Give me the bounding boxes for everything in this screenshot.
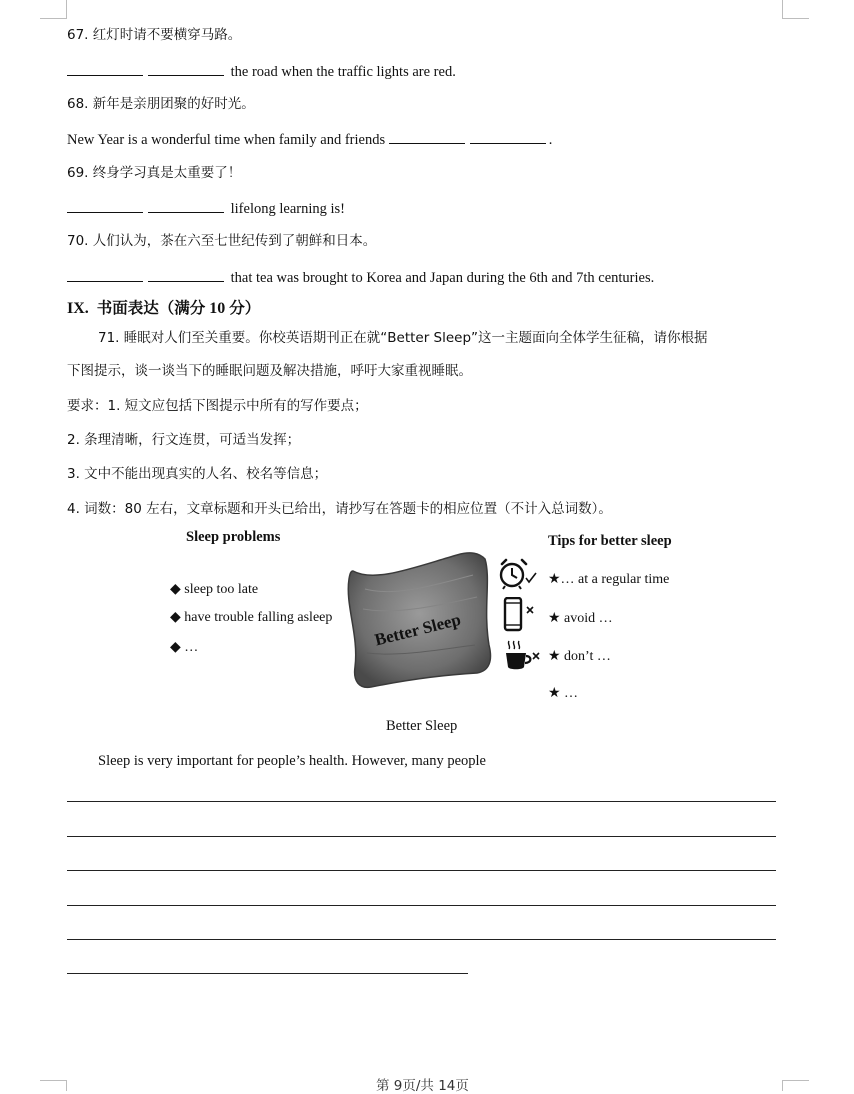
prompt-line-2: 下图提示，谈一谈当下的睡眠问题及解决措施，呼吁大家重视睡眠。 — [67, 363, 472, 379]
sleep-problems-title: Sleep problems — [186, 529, 281, 545]
tips-title: Tips for better sleep — [548, 533, 672, 549]
section-title-end: 分） — [229, 299, 261, 317]
page-corner-mark — [40, 1080, 67, 1091]
page-corner-mark — [782, 0, 809, 19]
answer-blank[interactable] — [148, 61, 224, 76]
answer-blank[interactable] — [67, 198, 143, 213]
answer-blank[interactable] — [67, 267, 143, 282]
phone-icon — [502, 597, 538, 633]
coffee-cup-icon — [504, 639, 546, 673]
writing-line[interactable] — [67, 801, 776, 802]
question-68-sentence-end: . — [548, 132, 553, 148]
question-70-english — [67, 267, 654, 288]
answer-blank[interactable] — [389, 129, 465, 144]
question-68-english — [67, 129, 552, 150]
prompt-line-1: 71. 睡眠对人们至关重要。你校英语期刊正在就“Better Sleep”这一主题面向全体学生征稿，请你根据 — [98, 330, 708, 346]
question-67-english — [67, 61, 456, 82]
answer-blank[interactable] — [67, 61, 143, 76]
question-70-sentence: that tea was brought to Korea and Japan during the 6th and 7th centuries. — [227, 270, 655, 286]
answer-blank[interactable] — [470, 129, 546, 144]
problem-item: ◆ … — [170, 640, 199, 655]
section-title: 书面表达（满分 — [96, 299, 206, 317]
question-69-english — [67, 198, 345, 219]
question-68-chinese: 68. 新年是亲朋团聚的好时光。 — [67, 96, 255, 112]
question-68-sentence-start: New Year is a wonderful time when family and friends — [67, 132, 389, 148]
page-footer: 第 9页/共 14页 — [376, 1078, 469, 1094]
writing-line[interactable] — [67, 836, 776, 837]
problem-item: ◆ have trouble falling asleep — [170, 610, 333, 625]
requirement-2: 2. 条理清晰，行文连贯，可适当发挥； — [67, 432, 301, 448]
section-score: 10 — [209, 300, 226, 317]
alarm-clock-icon — [496, 557, 538, 591]
section-heading — [67, 296, 260, 318]
requirement-4: 4. 词数：80 左右，文章标题和开头已给出，请抄写在答题卡的相应位置（不计入总词数）。 — [67, 501, 612, 517]
answer-blank[interactable] — [148, 267, 224, 282]
tip-item: ★ … — [548, 686, 579, 701]
pillow-illustration — [345, 549, 495, 689]
tip-item: ★ don’t … — [548, 649, 611, 664]
question-69-chinese: 69. 终身学习真是太重要了！ — [67, 165, 242, 181]
writing-line[interactable] — [67, 905, 776, 906]
page-corner-mark — [40, 0, 67, 19]
section-roman-numeral: IX. — [67, 300, 89, 317]
question-70-chinese: 70. 人们认为，茶在六至七世纪传到了朝鲜和日本。 — [67, 233, 377, 249]
writing-line[interactable] — [67, 870, 776, 871]
writing-line[interactable] — [67, 939, 776, 940]
essay-title: Better Sleep — [386, 718, 458, 734]
writing-line[interactable] — [67, 973, 468, 974]
tip-item: ★ avoid … — [548, 611, 613, 626]
page-corner-mark — [782, 1080, 809, 1091]
pillow-text: Better Sleep — [372, 609, 463, 650]
question-69-sentence: lifelong learning is! — [227, 201, 345, 217]
requirement-1: 要求：1. 短文应包括下图提示中所有的写作要点； — [67, 398, 368, 414]
answer-blank[interactable] — [148, 198, 224, 213]
question-67-chinese: 67. 红灯时请不要横穿马路。 — [67, 27, 242, 43]
requirement-3: 3. 文中不能出现真实的人名、校名等信息； — [67, 466, 328, 482]
problem-item: ◆ sleep too late — [170, 582, 259, 597]
sleep-figure — [150, 525, 710, 715]
question-67-sentence: the road when the traffic lights are red. — [227, 64, 456, 80]
essay-opening: Sleep is very important for people’s health. However, many people — [98, 753, 486, 769]
tip-item: ★… at a regular time — [548, 572, 670, 587]
